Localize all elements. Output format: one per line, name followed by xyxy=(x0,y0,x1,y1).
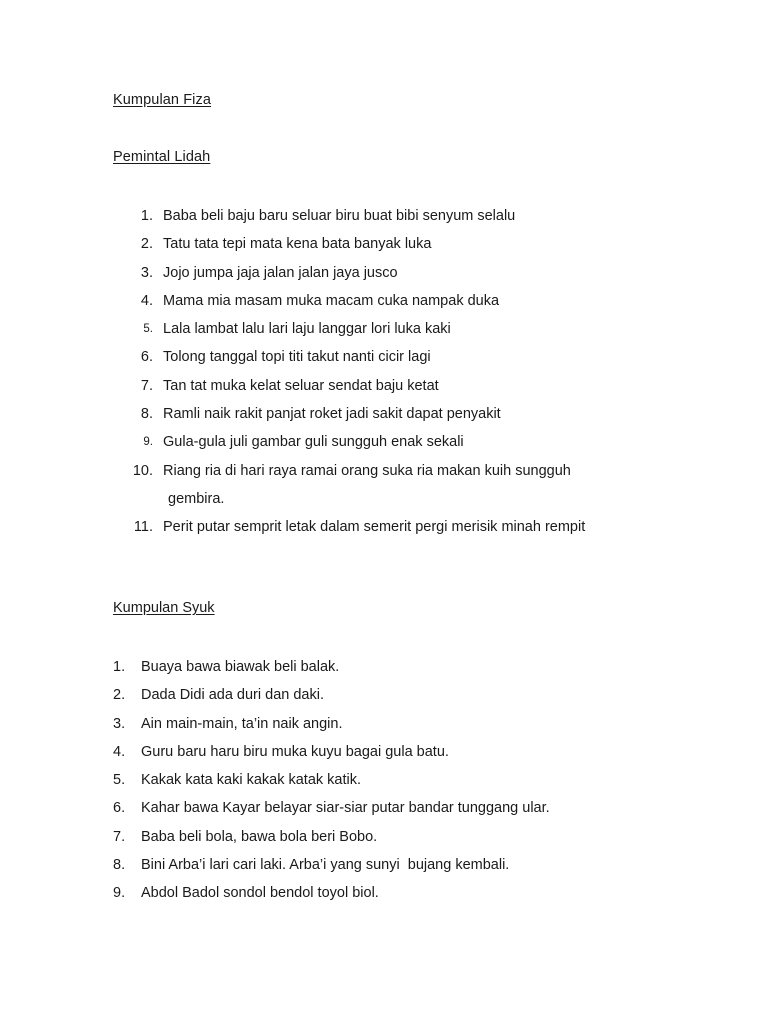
item-number: 7. xyxy=(140,377,153,394)
list-item xyxy=(113,794,673,822)
item-text: Riang ria di hari raya ramai orang suka ria makan kuih sungguh xyxy=(163,462,571,479)
list-item xyxy=(113,259,673,287)
item-number: 9. xyxy=(113,885,126,902)
list-item xyxy=(113,823,673,851)
list-item xyxy=(113,202,673,230)
item-number: 2. xyxy=(140,236,153,253)
list-item xyxy=(113,287,673,315)
item-number: 5. xyxy=(143,323,153,336)
item-text: Abdol Badol sondol bendol toyol biol. xyxy=(141,885,379,902)
item-text-continuation: gembira. xyxy=(168,490,225,507)
item-number: 11. xyxy=(133,519,153,536)
group2-title: Kumpulan Syuk xyxy=(113,600,215,616)
group2-list xyxy=(113,653,673,908)
item-number: 5. xyxy=(113,772,126,789)
item-number: 8. xyxy=(113,857,126,874)
item-number: 1. xyxy=(113,659,126,675)
list-item xyxy=(113,315,673,343)
item-text: Kakak kata kaki kakak katak katik. xyxy=(141,772,362,789)
item-text: Jojo jumpa jaja jalan jalan jaya jusco xyxy=(163,264,398,281)
item-text: Baba beli bola, bawa bola beri Bobo. xyxy=(141,828,378,845)
list-item xyxy=(113,766,673,794)
item-text: Tolong tanggal topi titi takut nanti cicir lagi xyxy=(163,349,431,366)
item-text: Baba beli baju baru seluar biru buat bibi senyum selalu xyxy=(163,208,516,224)
item-number: 6. xyxy=(113,800,126,817)
item-number: 9. xyxy=(143,436,153,449)
list-item xyxy=(113,851,673,879)
item-number: 10. xyxy=(132,462,153,479)
group1-list xyxy=(113,202,673,542)
list-item xyxy=(113,653,673,681)
list-item xyxy=(113,372,673,400)
item-text: Tan tat muka kelat seluar sendat baju ketat xyxy=(163,377,439,394)
item-number: 4. xyxy=(113,743,126,760)
list-item xyxy=(113,457,673,514)
item-number: 6. xyxy=(140,349,153,366)
list-item xyxy=(113,879,673,907)
item-text: Lala lambat lalu lari laju langgar lori luka kaki xyxy=(163,321,451,338)
item-text: Ain main-main, ta’in naik angin. xyxy=(141,715,343,732)
list-item xyxy=(113,343,673,371)
item-text: Tatu tata tepi mata kena bata banyak luka xyxy=(163,236,432,253)
list-item xyxy=(113,681,673,709)
item-number: 7. xyxy=(113,828,126,845)
list-item xyxy=(113,428,673,456)
list-item xyxy=(113,230,673,258)
item-number: 2. xyxy=(113,687,126,704)
item-text: Guru baru haru biru muka kuyu bagai gula batu. xyxy=(141,743,449,760)
item-text: Dada Didi ada duri dan daki. xyxy=(141,687,324,704)
item-number: 4. xyxy=(140,292,153,309)
list-item xyxy=(113,738,673,766)
item-number: 1. xyxy=(140,208,153,224)
item-number: 3. xyxy=(140,264,153,281)
group1-subtitle: Pemintal Lidah xyxy=(113,149,211,165)
item-text: Ramli naik rakit panjat roket jadi sakit dapat penyakit xyxy=(163,406,501,423)
group1-title: Kumpulan Fiza xyxy=(113,92,212,108)
list-item xyxy=(113,513,673,541)
item-text: Buaya bawa biawak beli balak. xyxy=(141,659,340,675)
item-number: 3. xyxy=(113,715,126,732)
list-item xyxy=(113,400,673,428)
item-text: Gula-gula juli gambar guli sungguh enak sekali xyxy=(163,434,464,451)
list-item xyxy=(113,710,673,738)
item-text: Bini Arba’i lari cari laki. Arba’i yang sunyi bujang kembali. xyxy=(141,857,510,874)
item-text: Mama mia masam muka macam cuka nampak duka xyxy=(163,292,500,309)
item-text: Perit putar semprit letak dalam semerit pergi merisik minah rempit xyxy=(163,519,586,536)
item-number: 8. xyxy=(140,406,153,423)
item-text: Kahar bawa Kayar belayar siar-siar putar bandar tunggang ular. xyxy=(141,800,550,817)
